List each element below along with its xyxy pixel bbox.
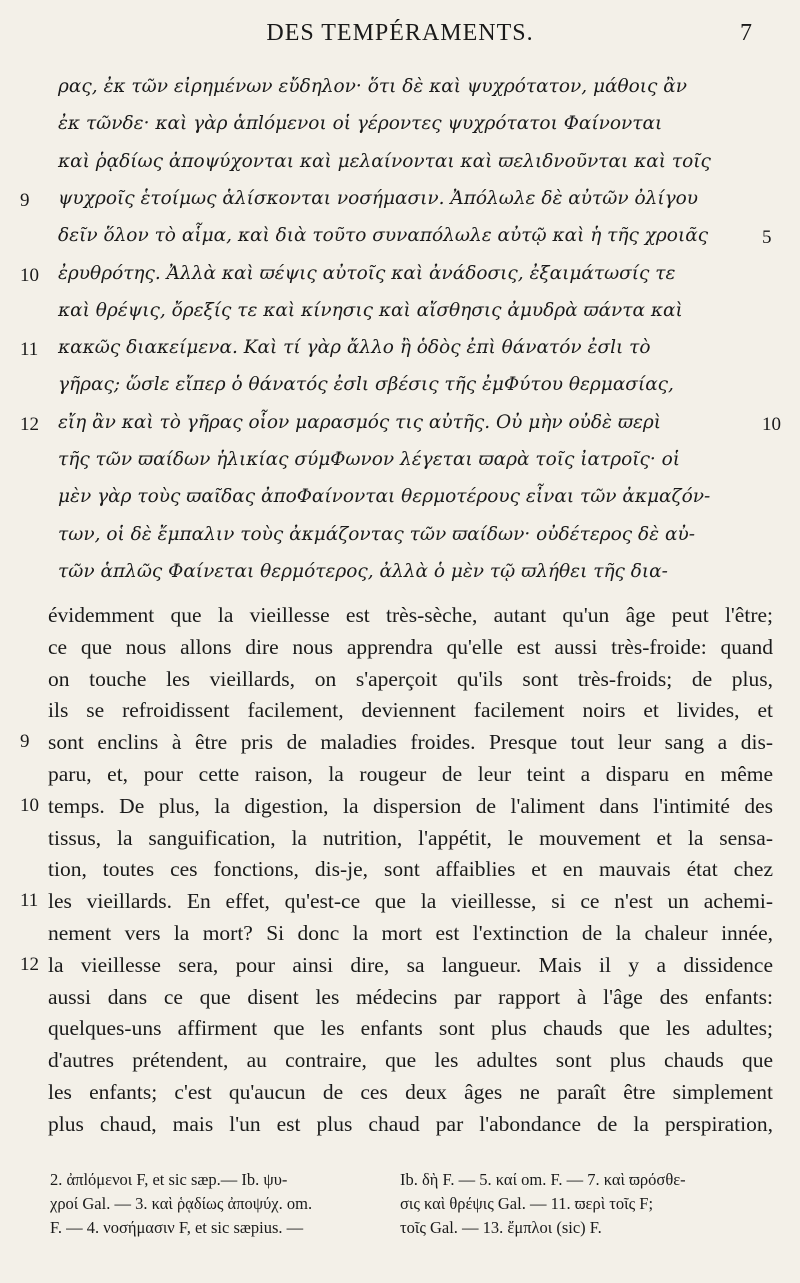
french-line: aussi dans ce que disent les médecins par rapport à l'âge des enfants: (48, 984, 773, 1009)
footnotes-left-column (50, 1168, 380, 1240)
french-line: ce que nous allons dire nous apprendra qu'elle est aussi très-froide: quand (48, 634, 773, 659)
greek-line-number-left: 11 (20, 339, 39, 361)
greek-line: μὲν γὰρ τοὺς ϖαῖδας ἀποΦαίνονται θερμοτέρους εἶναι τῶν ἀκμαζόν- (58, 486, 711, 508)
french-line: la vieillesse sera, pour ainsi dire, sa langueur. Mais il y a dissidence (48, 952, 773, 977)
running-title: DES TEMPÉRAMENTS. (266, 20, 534, 46)
footnotes-right-column (400, 1168, 780, 1240)
greek-line-number-right: 10 (762, 413, 781, 435)
french-line-number-left: 9 (20, 731, 30, 753)
french-line: sont enclins à être pris de maladies froides. Presque tout leur sang a dis- (48, 730, 773, 755)
french-line: les vieillards. En effet, qu'est-ce que la vieillesse, si ce n'est un achemi- (48, 889, 773, 914)
greek-line-number-left: 12 (20, 413, 39, 435)
greek-line-number-right: 5 (762, 227, 772, 249)
french-line-number-left: 10 (20, 794, 39, 816)
french-line-number-left: 11 (20, 890, 39, 912)
footnote-line: σις καὶ θρέψις Gal. — 11. ϖερὶ τοῖς F; (400, 1194, 654, 1213)
french-line: nement vers la mort? Si donc la mort est l'extinction de la chaleur innée, (48, 921, 773, 945)
greek-line: τῶν ἁπλῶς Φαίνεται θερμότερος, ἀλλὰ ὁ μὲν τῷ ϖλήθει τῆς δια- (58, 560, 668, 582)
footnote-line: F. — 4. νοσήμασιν F, et sic sæpius. — (50, 1218, 304, 1237)
page-number: 7 (740, 20, 752, 46)
french-line: ils se refroidissent facilement, deviennent facilement noirs et livides, et (48, 698, 773, 723)
greek-line-number-left: 10 (20, 264, 39, 286)
greek-line: δεῖν ὅλον τὸ αἷμα, καὶ διὰ τοῦτο συναπόλωλε αὐτῷ καὶ ἡ τῆς χροιᾶς (58, 225, 709, 247)
footnote-line: Ib. δὴ F. — 5. καί om. F. — 7. καὶ ϖρόσθε- (400, 1170, 686, 1189)
greek-line: ἐκ τῶνδε· καὶ γὰρ ἁπlόμενοι οἱ γέροντες ψυχρότατοι Φαίνονται (58, 113, 663, 135)
french-line: plus chaud, mais l'un est plus chaud par l'abondance de la perspiration, (48, 1111, 773, 1136)
french-line: évidemment que la vieillesse est très-sèche, autant qu'un âge peut l'être; (48, 603, 773, 627)
running-header (0, 18, 800, 50)
greek-line: κακῶς διακείμενα. Καὶ τί γὰρ ἄλλο ἢ ὁδὸς ἐπὶ θάνατόν ἐσlι τὸ (58, 337, 651, 359)
french-line: on touche les vieillards, on s'aperçoit qu'ils sont très-froids; de plus, (48, 666, 773, 691)
greek-line: τῆς τῶν ϖαίδων ἡλικίας σύμΦωνον λέγεται ϖαρὰ τοῖς ἰατροῖς· οἱ (58, 449, 680, 470)
greek-line-number-left: 9 (20, 189, 30, 211)
greek-line: ἐρυθρότης. Ἀλλὰ καὶ ϖέψις αὐτοῖς καὶ ἀνάδοσις, ἐξαιμάτωσίς τε (58, 262, 676, 284)
greek-line: εἴη ἂν καὶ τὸ γῆρας οἷον μαρασμός τις αὐτῆς. Οὐ μὴν οὐδὲ ϖερὶ (58, 411, 662, 433)
french-line: quelques-uns affirment que les enfants sont plus chauds que les adultes; (48, 1016, 773, 1041)
french-line: tion, toutes ces fonctions, dis-je, sont affaiblies et en mauvais état chez (48, 857, 773, 882)
french-line: paru, et, pour cette raison, la rougeur de leur teint a disparu en même (48, 762, 773, 786)
french-line: les enfants; c'est qu'aucun de ces deux âges ne paraît être simplement (48, 1080, 773, 1104)
greek-line: καὶ ῥᾳδίως ἀποψύχονται καὶ μελαίνονται καὶ ϖελιδνοῦνται καὶ τοῖς (58, 150, 711, 172)
footnote-line: 2. ἀπlόμενοι F, et sic sæp.— Ib. ψυ- (50, 1170, 288, 1189)
greek-line: ρας, ἐκ τῶν εἰρημένων εὔδηλον· ὅτι δὲ καὶ ψυχρότατον, μάθοις ἂν (58, 76, 688, 97)
greek-line: ψυχροῖς ἑτοίμως ἁλίσκονται νοσήμασιν. Ἀπόλωλε δὲ αὐτῶν ὀλίγου (58, 187, 699, 209)
french-line: tissus, la sanguification, la nutrition, l'appétit, le mouvement et la sensa- (48, 825, 773, 850)
footnote-line: χροί Gal. — 3. καὶ ῥᾳδίως ἀποψύχ. om. (50, 1194, 313, 1213)
greek-line: των, οἱ δὲ ἔμπαλιν τοὺς ἀκμάζοντας τῶν ϖαίδων· οὐδέτερος δὲ αὐ- (58, 523, 695, 545)
greek-line: γῆρας; ὥσlε εἴπερ ὁ θάνατός ἐσlι σβέσις τῆς ἐμΦύτου θερμασίας, (58, 374, 674, 396)
french-line: d'autres prétendent, au contraire, que les adultes sont plus chauds que (48, 1048, 773, 1073)
footnote-line: τοῖς Gal. — 13. ἔμπλοι (sic) F. (400, 1218, 602, 1237)
french-line: temps. De plus, la digestion, la dispersion de l'aliment dans l'intimité des (48, 793, 773, 818)
greek-line: καὶ θρέψις, ὄρεξίς τε καὶ κίνησις καὶ αἴσθησις ἀμυδρὰ ϖάντα καὶ (58, 299, 683, 321)
french-line-number-left: 12 (20, 953, 39, 975)
